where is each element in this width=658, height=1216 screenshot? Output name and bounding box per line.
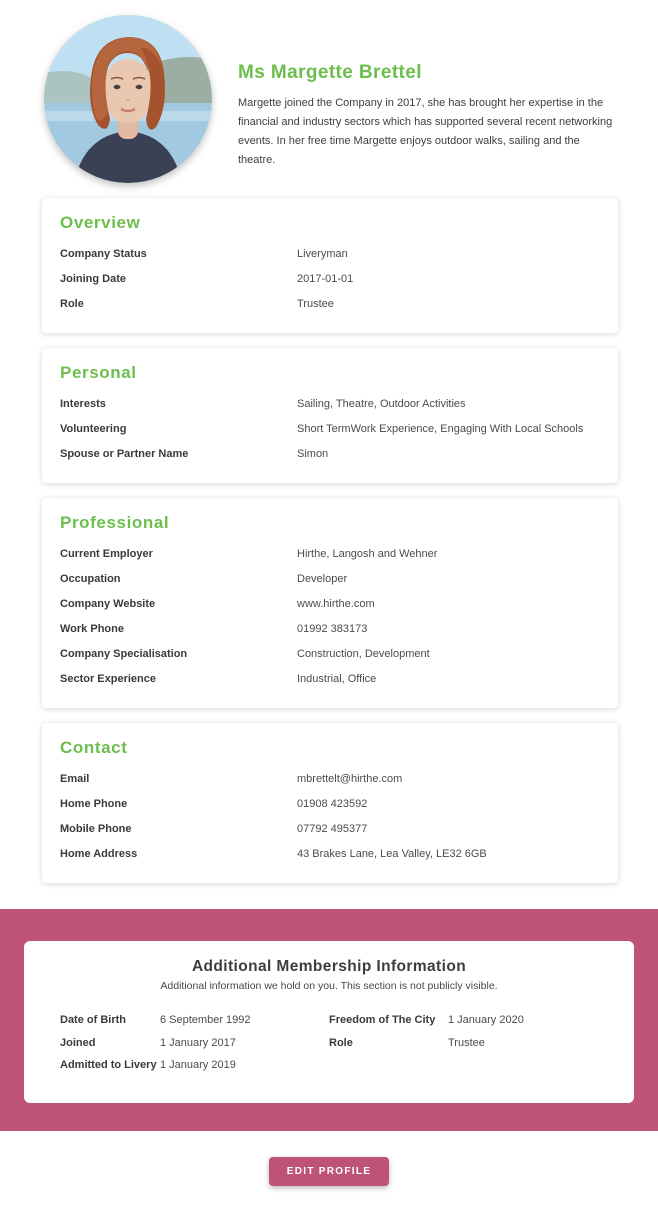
field-row-date-of-birth <box>60 1009 329 1032</box>
field-value: 01908 423592 <box>297 798 368 810</box>
field-value: 1 January 2020 <box>448 1014 524 1026</box>
field-row-role <box>60 292 600 317</box>
field-label: Freedom of The City <box>329 1014 436 1026</box>
field-value: Short TermWork Experience, Engaging With Local Schools <box>297 423 584 435</box>
membership-band <box>0 909 658 1131</box>
field-value: Simon <box>297 448 329 460</box>
field-value: 1 January 2019 <box>160 1059 236 1071</box>
field-row-joined <box>60 1032 329 1055</box>
field-row-company-website <box>60 592 600 617</box>
field-value: Industrial, Office <box>297 673 377 685</box>
profile-name: Ms Margette Brettel <box>238 62 422 83</box>
field-row-joining-date <box>60 267 600 292</box>
footer <box>0 1131 658 1216</box>
field-value: Developer <box>297 573 348 585</box>
field-label: Date of Birth <box>60 1014 126 1026</box>
membership-title: Additional Membership Information <box>191 958 467 975</box>
field-row-email <box>60 767 600 792</box>
field-row-current-employer <box>60 542 600 567</box>
field-value: Liveryman <box>297 248 348 260</box>
field-value: Trustee <box>297 298 334 310</box>
field-label: Home Address <box>60 848 138 860</box>
avatar <box>44 15 212 183</box>
field-value: 01992 383173 <box>297 623 368 635</box>
field-label: Joining Date <box>60 273 127 285</box>
field-row-occupation <box>60 567 600 592</box>
field-row-mobile-phone <box>60 817 600 842</box>
field-label: Interests <box>60 398 106 410</box>
field-label: Joined <box>60 1036 96 1049</box>
field-row-work-phone <box>60 617 600 642</box>
professional-card <box>42 498 618 708</box>
field-row-admitted-to-livery <box>60 1054 329 1077</box>
field-row-volunteering <box>60 417 600 442</box>
header-text <box>238 15 620 183</box>
field-row-interests <box>60 392 600 417</box>
field-row-company-status <box>60 242 600 267</box>
personal-card <box>42 348 618 483</box>
field-row-membership-role <box>329 1032 598 1055</box>
field-label: Role <box>329 1036 353 1049</box>
field-row-company-specialisation <box>60 642 600 667</box>
profile-bio: Margette joined the Company in 2017, she has brought her expertise in the financial and industry sectors which has supported several recent networking events. In her free time Margette enjoys outdoor walks, sailing and the theatre. <box>238 97 613 166</box>
company-website-link[interactable]: www.hirthe.com <box>297 598 375 610</box>
field-label: Admitted to Livery <box>60 1059 157 1071</box>
field-label: Occupation <box>60 573 121 585</box>
membership-card <box>24 941 634 1103</box>
field-row-home-address <box>60 842 600 867</box>
field-label: Email <box>60 773 90 785</box>
field-row-sector-experience <box>60 667 600 692</box>
field-value: Sailing, Theatre, Outdoor Activities <box>297 398 466 410</box>
contact-card <box>42 723 618 883</box>
field-label: Work Phone <box>60 623 124 635</box>
membership-right-column <box>329 1009 598 1077</box>
field-value: Construction, Development <box>297 648 430 660</box>
field-value: 6 September 1992 <box>160 1014 251 1026</box>
field-value: 43 Brakes Lane, Lea Valley, LE32 6GB <box>297 848 487 860</box>
professional-heading: Professional <box>60 513 170 532</box>
field-value: Hirthe, Langosh and Wehner <box>297 548 438 560</box>
personal-heading: Personal <box>60 363 137 382</box>
overview-heading: Overview <box>60 213 141 232</box>
field-row-spouse <box>60 442 600 467</box>
edit-profile-button[interactable]: EDIT PROFILE <box>269 1157 390 1186</box>
field-label: Spouse or Partner Name <box>60 448 189 460</box>
field-label: Sector Experience <box>60 673 156 685</box>
email-link[interactable]: mbrettelt@hirthe.com <box>297 773 403 785</box>
field-row-home-phone <box>60 792 600 817</box>
field-label: Volunteering <box>60 423 127 435</box>
avatar-illustration <box>44 15 212 183</box>
field-label: Home Phone <box>60 798 128 810</box>
contact-heading: Contact <box>60 738 128 757</box>
membership-subtitle: Additional information we hold on you. This section is not publicly visible. <box>160 980 498 992</box>
field-label: Role <box>60 298 84 310</box>
overview-card <box>42 198 618 333</box>
field-label: Company Website <box>60 598 156 610</box>
field-row-freedom-of-the-city <box>329 1009 598 1032</box>
field-label: Current Employer <box>60 548 153 560</box>
field-value: 2017-01-01 <box>297 273 354 285</box>
profile-header <box>0 0 658 183</box>
field-label: Company Status <box>60 248 147 260</box>
field-label: Mobile Phone <box>60 823 132 835</box>
membership-columns <box>24 1009 634 1077</box>
field-value: 1 January 2017 <box>160 1036 236 1049</box>
field-label: Company Specialisation <box>60 648 188 660</box>
field-value: 07792 495377 <box>297 823 368 835</box>
membership-left-column <box>60 1009 329 1077</box>
field-value: Trustee <box>448 1036 485 1049</box>
